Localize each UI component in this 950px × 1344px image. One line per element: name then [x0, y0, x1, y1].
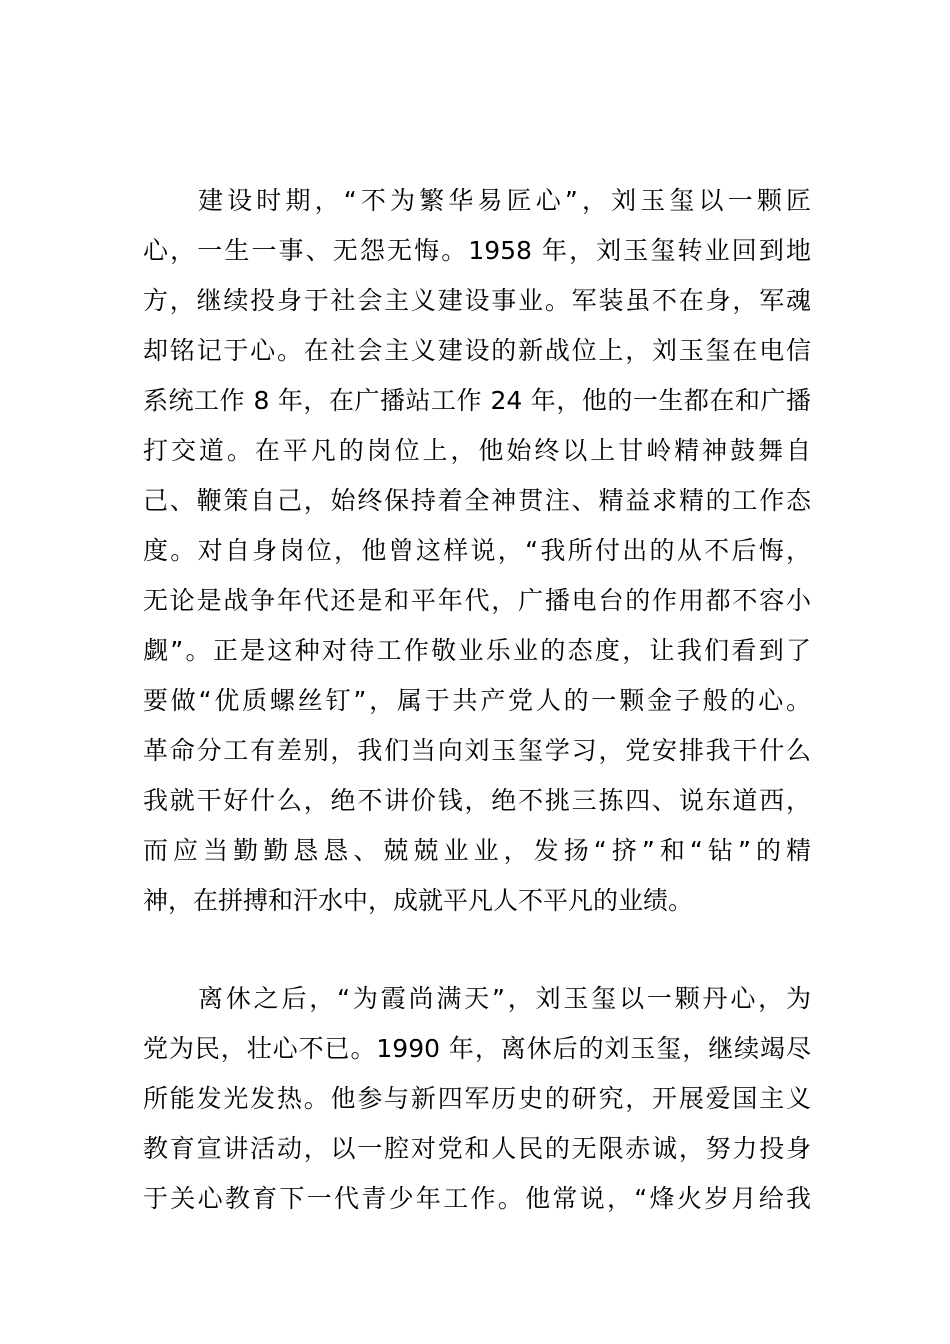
text-line: 却铭记于心。在社会主义建设的新战位上，刘玉玺在电信: [143, 336, 811, 365]
text-line: 离休之后，“为霞尚满天”，刘玉玺以一颗丹心，为: [198, 984, 811, 1013]
text-line: 教育宣讲活动，以一腔对党和人民的无限赤诚，努力投身: [143, 1134, 811, 1163]
text-line: 建设时期，“不为繁华易匠心”，刘玉玺以一颗匠: [198, 186, 811, 215]
text-line: 革命分工有差别，我们当向刘玉玺学习，党安排我干什么: [143, 736, 811, 765]
text-line: 无论是战争年代还是和平年代，广播电台的作用都不容小: [143, 586, 811, 615]
text-line: 心，一生一事、无怨无悔。1958 年，刘玉玺转业回到地: [143, 236, 811, 265]
text-line: 打交道。在平凡的岗位上，他始终以上甘岭精神鼓舞自: [143, 436, 811, 465]
text-line: 我就干好什么，绝不讲价钱，绝不挑三拣四、说东道西，: [143, 786, 811, 815]
text-line: 所能发光发热。他参与新四军历史的研究，开展爱国主义: [143, 1084, 811, 1113]
text-line: 系统工作 8 年，在广播站工作 24 年，他的一生都在和广播: [143, 386, 811, 415]
text-line: 而应当勤勤恳恳、兢兢业业，发扬“挤”和“钻”的精: [143, 836, 811, 865]
text-line: 神，在拼搏和汗水中，成就平凡人不平凡的业绩。: [143, 886, 694, 915]
paragraph-retirement: [143, 974, 811, 1224]
text-line: 要做“优质螺丝钉”，属于共产党人的一颗金子般的心。: [143, 686, 811, 715]
text-line: 度。对自身岗位，他曾这样说，“我所付出的从不后悔，: [143, 536, 811, 565]
text-line: 党为民，壮心不已。1990 年，离休后的刘玉玺，继续竭尽: [143, 1034, 811, 1063]
text-line: 己、鞭策自己，始终保持着全神贯注、精益求精的工作态: [143, 486, 811, 515]
text-line: 觑”。正是这种对待工作敬业乐业的态度，让我们看到了: [143, 636, 811, 665]
text-line: 方，继续投身于社会主义建设事业。军装虽不在身，军魂: [143, 286, 811, 315]
text-line: 于关心教育下一代青少年工作。他常说，“烽火岁月给我: [143, 1184, 811, 1213]
paragraph-construction-period: [143, 176, 811, 926]
